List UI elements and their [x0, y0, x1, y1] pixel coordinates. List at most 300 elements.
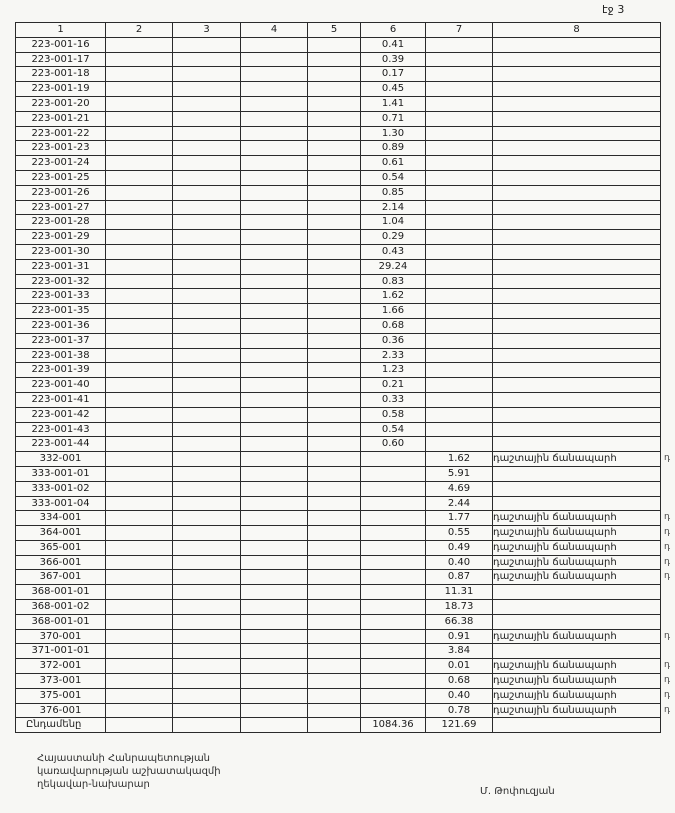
- cell-col4: [241, 96, 308, 111]
- cell-col4: [241, 614, 308, 629]
- cell-col4: [241, 555, 308, 570]
- cell-col5: [308, 614, 361, 629]
- cell-col5: [308, 644, 361, 659]
- cell-col2: [106, 156, 173, 171]
- cell-col8: [493, 111, 661, 126]
- cell-col1: 223-001-29: [16, 230, 106, 245]
- cell-col1: 223-001-38: [16, 348, 106, 363]
- table-row: [16, 215, 661, 230]
- cell-col1: 223-001-22: [16, 126, 106, 141]
- cell-col1: 223-001-30: [16, 244, 106, 259]
- cell-col5: [308, 185, 361, 200]
- column-header-2: 2: [106, 23, 173, 38]
- cell-col8: [493, 644, 661, 659]
- cell-col3: [173, 614, 241, 629]
- cell-col6: [361, 555, 426, 570]
- table-row: [16, 200, 661, 215]
- cell-col6: [361, 496, 426, 511]
- cell-col1: 223-001-19: [16, 82, 106, 97]
- table-row: [16, 688, 661, 703]
- cell-col6: [361, 600, 426, 615]
- cell-col7: [426, 437, 493, 452]
- table-row: [16, 452, 661, 467]
- cell-col7: 0.40: [426, 555, 493, 570]
- cell-col2: [106, 496, 173, 511]
- table-row: [16, 644, 661, 659]
- cell-col2: [106, 318, 173, 333]
- cell-col1: 223-001-43: [16, 422, 106, 437]
- cell-col4: [241, 496, 308, 511]
- table-row: [16, 52, 661, 67]
- cell-col1: 223-001-40: [16, 378, 106, 393]
- cell-col3: [173, 392, 241, 407]
- cell-col1: 372-001: [16, 659, 106, 674]
- table-row: [16, 230, 661, 245]
- table-row: [16, 600, 661, 615]
- cell-col7: 0.55: [426, 526, 493, 541]
- cell-col6: [361, 452, 426, 467]
- cell-col4: [241, 644, 308, 659]
- cell-col4: [241, 511, 308, 526]
- cell-col7: [426, 259, 493, 274]
- cell-col7: 5.91: [426, 466, 493, 481]
- cell-col7: [426, 52, 493, 67]
- cell-col4: [241, 570, 308, 585]
- cell-col5: [308, 526, 361, 541]
- cell-col3: [173, 274, 241, 289]
- cell-col4: [241, 585, 308, 600]
- cell-col4: [241, 82, 308, 97]
- cell-col4: [241, 348, 308, 363]
- cell-col1: 223-001-35: [16, 304, 106, 319]
- table-row: [16, 67, 661, 82]
- cell-col1: 223-001-42: [16, 407, 106, 422]
- cell-col3: [173, 304, 241, 319]
- cell-col7: [426, 215, 493, 230]
- cell-col3: [173, 378, 241, 393]
- cell-col8: [493, 466, 661, 481]
- cell-col1: Ընդամենը: [16, 718, 106, 733]
- column-header-5: 5: [308, 23, 361, 38]
- cell-col1: 223-001-33: [16, 289, 106, 304]
- cell-col1: 223-001-26: [16, 185, 106, 200]
- cell-col8: [493, 422, 661, 437]
- cell-col4: [241, 674, 308, 689]
- cell-col1: 333-001-02: [16, 481, 106, 496]
- cell-col5: [308, 629, 361, 644]
- cell-col5: [308, 259, 361, 274]
- cell-col5: [308, 82, 361, 97]
- cell-col3: [173, 96, 241, 111]
- cell-col1: 368-001-01: [16, 614, 106, 629]
- margin-note: դ: [664, 630, 670, 641]
- data-table: [15, 22, 670, 733]
- cell-col2: [106, 304, 173, 319]
- cell-col8: դաշտային ճանապարհ դ: [493, 526, 661, 541]
- footer-org-block: [37, 752, 221, 791]
- cell-col7: [426, 170, 493, 185]
- cell-col4: [241, 215, 308, 230]
- cell-col1: 364-001: [16, 526, 106, 541]
- cell-col6: 0.54: [361, 422, 426, 437]
- cell-col1: 332-001: [16, 452, 106, 467]
- table-row: [16, 244, 661, 259]
- margin-note: դ: [664, 675, 670, 686]
- cell-col2: [106, 466, 173, 481]
- cell-col2: [106, 481, 173, 496]
- table-row: [16, 437, 661, 452]
- cell-col2: [106, 511, 173, 526]
- table-row: [16, 555, 661, 570]
- cell-col6: [361, 614, 426, 629]
- cell-col5: [308, 407, 361, 422]
- table-row: [16, 274, 661, 289]
- cell-col7: [426, 289, 493, 304]
- cell-col1: 368-001-02: [16, 600, 106, 615]
- cell-col8: [493, 437, 661, 452]
- cell-col7: [426, 96, 493, 111]
- cell-col4: [241, 333, 308, 348]
- cell-col3: [173, 82, 241, 97]
- cell-col3: [173, 67, 241, 82]
- cell-col4: [241, 540, 308, 555]
- cell-col8: [493, 156, 661, 171]
- table-row: [16, 392, 661, 407]
- cell-col5: [308, 200, 361, 215]
- cell-col3: [173, 141, 241, 156]
- cell-col7: 18.73: [426, 600, 493, 615]
- cell-col3: [173, 52, 241, 67]
- cell-col1: 333-001-01: [16, 466, 106, 481]
- cell-col5: [308, 437, 361, 452]
- table-row: [16, 333, 661, 348]
- cell-col6: [361, 466, 426, 481]
- cell-col2: [106, 703, 173, 718]
- cell-col4: [241, 481, 308, 496]
- table-row: [16, 614, 661, 629]
- cell-col7: 1.62: [426, 452, 493, 467]
- cell-col7: 0.68: [426, 674, 493, 689]
- cell-col3: [173, 466, 241, 481]
- table-row: [16, 407, 661, 422]
- cell-col7: [426, 126, 493, 141]
- cell-col6: 0.71: [361, 111, 426, 126]
- cell-col5: [308, 718, 361, 733]
- cell-col6: 1.66: [361, 304, 426, 319]
- cell-col2: [106, 540, 173, 555]
- cell-col4: [241, 378, 308, 393]
- cell-col3: [173, 230, 241, 245]
- cell-col6: [361, 674, 426, 689]
- column-header-3: 3: [173, 23, 241, 38]
- cell-col2: [106, 82, 173, 97]
- table-row: [16, 304, 661, 319]
- cell-col2: [106, 126, 173, 141]
- table-row: [16, 570, 661, 585]
- cell-col3: [173, 318, 241, 333]
- cell-col6: 0.83: [361, 274, 426, 289]
- cell-col7: [426, 141, 493, 156]
- cell-col5: [308, 52, 361, 67]
- page-number-label: էջ 3: [602, 3, 625, 16]
- cell-col3: [173, 37, 241, 52]
- cell-col6: 0.43: [361, 244, 426, 259]
- cell-col2: [106, 274, 173, 289]
- cell-col2: [106, 437, 173, 452]
- margin-note: դ: [664, 527, 670, 538]
- cell-col3: [173, 674, 241, 689]
- cell-col2: [106, 111, 173, 126]
- cell-col1: 223-001-32: [16, 274, 106, 289]
- cell-col3: [173, 111, 241, 126]
- cell-col3: [173, 600, 241, 615]
- cell-col5: [308, 318, 361, 333]
- cell-col6: [361, 629, 426, 644]
- cell-col6: [361, 540, 426, 555]
- cell-col1: 223-001-16: [16, 37, 106, 52]
- cell-col3: [173, 348, 241, 363]
- cell-col8: [493, 333, 661, 348]
- cell-col4: [241, 318, 308, 333]
- cell-col6: [361, 688, 426, 703]
- table-row: [16, 289, 661, 304]
- cell-col7: [426, 111, 493, 126]
- margin-note: դ: [664, 660, 670, 671]
- cell-col8: [493, 52, 661, 67]
- cell-col3: [173, 688, 241, 703]
- cell-col7: [426, 363, 493, 378]
- cell-col8: [493, 170, 661, 185]
- cell-col5: [308, 304, 361, 319]
- column-header-1: 1: [16, 23, 106, 38]
- cell-col4: [241, 230, 308, 245]
- cell-col3: [173, 644, 241, 659]
- cell-col7: [426, 378, 493, 393]
- cell-col3: [173, 363, 241, 378]
- cell-col1: 223-001-21: [16, 111, 106, 126]
- cell-col2: [106, 170, 173, 185]
- cell-col8: [493, 200, 661, 215]
- table-row: [16, 37, 661, 52]
- cell-col2: [106, 185, 173, 200]
- cell-col2: [106, 392, 173, 407]
- cell-col8: [493, 67, 661, 82]
- cell-col2: [106, 452, 173, 467]
- cell-col7: [426, 200, 493, 215]
- cell-col7: [426, 348, 493, 363]
- cell-col3: [173, 496, 241, 511]
- cell-col5: [308, 348, 361, 363]
- table-row: [16, 526, 661, 541]
- cell-col1: 334-001: [16, 511, 106, 526]
- cell-col2: [106, 333, 173, 348]
- cell-col6: 1.23: [361, 363, 426, 378]
- cell-col8: [493, 215, 661, 230]
- cell-col6: 0.33: [361, 392, 426, 407]
- cell-col4: [241, 304, 308, 319]
- cell-col1: 223-001-28: [16, 215, 106, 230]
- cell-col7: 0.01: [426, 659, 493, 674]
- cell-col1: 370-001: [16, 629, 106, 644]
- cell-col8: [493, 185, 661, 200]
- cell-col4: [241, 126, 308, 141]
- cell-col5: [308, 466, 361, 481]
- cell-col7: 121.69: [426, 718, 493, 733]
- margin-note: դ: [664, 541, 670, 552]
- cell-col3: [173, 452, 241, 467]
- cell-col5: [308, 363, 361, 378]
- table-row: [16, 703, 661, 718]
- cell-col6: [361, 511, 426, 526]
- cell-col4: [241, 37, 308, 52]
- cell-col5: [308, 215, 361, 230]
- cell-col1: 223-001-25: [16, 170, 106, 185]
- cell-col4: [241, 688, 308, 703]
- cell-col3: [173, 703, 241, 718]
- cell-col2: [106, 141, 173, 156]
- cell-col8: դաշտային ճանապարհ դ: [493, 688, 661, 703]
- cell-col6: [361, 570, 426, 585]
- cell-col7: [426, 67, 493, 82]
- cell-col1: 223-001-31: [16, 259, 106, 274]
- cell-col2: [106, 585, 173, 600]
- cell-col7: 0.91: [426, 629, 493, 644]
- table-row: [16, 318, 661, 333]
- cell-col8: [493, 82, 661, 97]
- cell-col5: [308, 481, 361, 496]
- cell-col1: 376-001: [16, 703, 106, 718]
- cell-col3: [173, 585, 241, 600]
- cell-col6: 0.60: [361, 437, 426, 452]
- column-header-8: 8: [493, 23, 661, 38]
- cell-col5: [308, 555, 361, 570]
- cell-col2: [106, 215, 173, 230]
- cell-col6: 0.85: [361, 185, 426, 200]
- cell-col1: 223-001-37: [16, 333, 106, 348]
- cell-col1: 223-001-41: [16, 392, 106, 407]
- cell-col7: 66.38: [426, 614, 493, 629]
- table-row: [16, 378, 661, 393]
- cell-col1: 223-001-24: [16, 156, 106, 171]
- cell-col2: [106, 52, 173, 67]
- cell-col6: 0.61: [361, 156, 426, 171]
- cell-col6: 0.68: [361, 318, 426, 333]
- cell-col1: 223-001-18: [16, 67, 106, 82]
- cell-col3: [173, 481, 241, 496]
- cell-col4: [241, 407, 308, 422]
- cell-col7: 4.69: [426, 481, 493, 496]
- cell-col3: [173, 659, 241, 674]
- cell-col8: [493, 274, 661, 289]
- cell-col1: 367-001: [16, 570, 106, 585]
- cell-col7: [426, 82, 493, 97]
- cell-col5: [308, 274, 361, 289]
- margin-note: դ: [664, 704, 670, 715]
- total-row: [16, 718, 661, 733]
- cell-col5: [308, 688, 361, 703]
- cell-col6: 0.45: [361, 82, 426, 97]
- cell-col4: [241, 422, 308, 437]
- cell-col8: [493, 304, 661, 319]
- cell-col3: [173, 185, 241, 200]
- cell-col2: [106, 674, 173, 689]
- cell-col8: [493, 348, 661, 363]
- cell-col3: [173, 156, 241, 171]
- cell-col7: [426, 422, 493, 437]
- cell-col7: [426, 244, 493, 259]
- cell-col6: 0.58: [361, 407, 426, 422]
- table-row: [16, 585, 661, 600]
- cell-col5: [308, 570, 361, 585]
- cell-col5: [308, 585, 361, 600]
- cell-col2: [106, 378, 173, 393]
- cell-col5: [308, 141, 361, 156]
- cell-col3: [173, 170, 241, 185]
- cell-col5: [308, 111, 361, 126]
- cell-col3: [173, 511, 241, 526]
- cell-col8: դաշտային ճանապարհ դ: [493, 703, 661, 718]
- cell-col8: [493, 363, 661, 378]
- cell-col8: [493, 244, 661, 259]
- cell-col1: 223-001-44: [16, 437, 106, 452]
- cell-col2: [106, 37, 173, 52]
- cell-col8: դաշտային ճանապարհ դ: [493, 674, 661, 689]
- cell-col3: [173, 540, 241, 555]
- cell-col6: [361, 585, 426, 600]
- cell-col5: [308, 96, 361, 111]
- column-header-6: 6: [361, 23, 426, 38]
- table-row: [16, 466, 661, 481]
- cell-col5: [308, 333, 361, 348]
- cell-col3: [173, 422, 241, 437]
- cell-col1: 223-001-17: [16, 52, 106, 67]
- cell-col5: [308, 244, 361, 259]
- cell-col5: [308, 230, 361, 245]
- cell-col1: 223-001-27: [16, 200, 106, 215]
- cell-col8: դաշտային ճանապարհ դ: [493, 452, 661, 467]
- cell-col2: [106, 629, 173, 644]
- cell-col8: [493, 318, 661, 333]
- cell-col2: [106, 600, 173, 615]
- cell-col3: [173, 215, 241, 230]
- cell-col3: [173, 244, 241, 259]
- cell-col6: 1.30: [361, 126, 426, 141]
- table-row: [16, 96, 661, 111]
- cell-col1: 373-001: [16, 674, 106, 689]
- cell-col6: 0.41: [361, 37, 426, 52]
- cell-col8: [493, 600, 661, 615]
- cell-col5: [308, 67, 361, 82]
- cell-col5: [308, 422, 361, 437]
- cell-col2: [106, 422, 173, 437]
- cell-col3: [173, 718, 241, 733]
- cell-col8: [493, 96, 661, 111]
- cell-col2: [106, 614, 173, 629]
- cell-col4: [241, 170, 308, 185]
- cell-col4: [241, 392, 308, 407]
- cell-col4: [241, 274, 308, 289]
- cell-col1: 368-001-01: [16, 585, 106, 600]
- cell-col8: [493, 718, 661, 733]
- cell-col7: 3.84: [426, 644, 493, 659]
- cell-col5: [308, 392, 361, 407]
- cell-col4: [241, 718, 308, 733]
- cell-col6: 2.33: [361, 348, 426, 363]
- footer-org-line-1: Հայաստանի Հանրապետության: [37, 753, 211, 764]
- cell-col3: [173, 333, 241, 348]
- column-header-7: 7: [426, 23, 493, 38]
- cell-col4: [241, 259, 308, 274]
